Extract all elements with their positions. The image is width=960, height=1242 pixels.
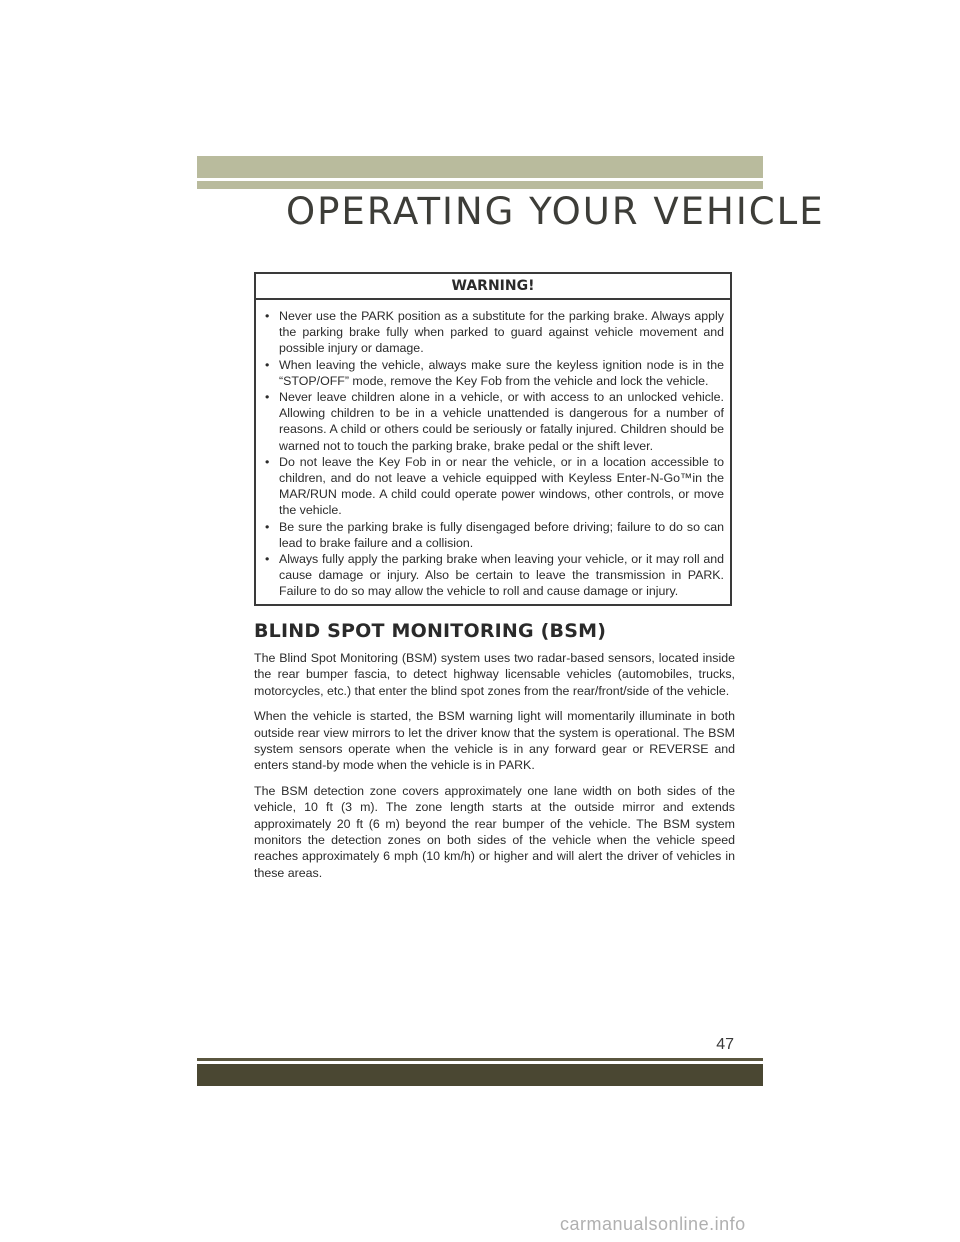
- bullet-icon: •: [265, 519, 270, 534]
- warning-item: [264, 519, 724, 551]
- bullet-icon: •: [265, 309, 270, 323]
- bullet-icon: •: [265, 390, 270, 405]
- paragraph: The Blind Spot Monitoring (BSM) system uses two radar-based sensors, located inside the rear bumper fascia, to detect highway licensable vehicles (automobiles, trucks, motorcycles, etc.) that enter the blind spot zones from the rear/front/side of the vehicle.: [254, 651, 735, 698]
- warning-item: [264, 389, 724, 454]
- warning-box: [254, 272, 732, 606]
- header-bar: [197, 156, 763, 178]
- bullet-icon: •: [265, 357, 270, 372]
- bullet-icon: •: [265, 552, 270, 567]
- watermark: carmanualsonline.info: [560, 1214, 746, 1234]
- warning-item: [264, 551, 724, 600]
- header-bar-thin: [197, 181, 763, 189]
- warning-item: [264, 454, 724, 519]
- warning-item: [264, 308, 724, 357]
- footer-line: [197, 1058, 763, 1061]
- warning-title: WARNING!: [256, 274, 730, 300]
- section-body: [254, 650, 735, 890]
- warning-item-text: Never use the PARK position as a substitute for the parking brake. Always apply the parking brake fully when parked to guard against vehicle movement and possible injury or damage.: [279, 309, 724, 356]
- section-title: OPERATING YOUR VEHICLE: [286, 190, 825, 233]
- page-number: 47: [716, 1036, 734, 1053]
- paragraph: When the vehicle is started, the BSM warning light will momentarily illuminate in both outside rear view mirrors to let the driver know that the system is operational. The BSM system sensors operate when the vehicle is in any forward gear or REVERSE and enters stand-by mode when the vehicle is in PARK.: [254, 709, 735, 773]
- warning-item-text: Be sure the parking brake is fully disengaged before driving; failure to do so can lead to brake failure and a collision.: [279, 519, 724, 550]
- warning-item-text: Always fully apply the parking brake when leaving your vehicle, or it may roll and cause damage or injury. Also be certain to leave the transmission in PARK. Failure to do so may allow the vehicle to roll and cause damage or injury.: [279, 552, 724, 599]
- warning-list: [256, 300, 730, 600]
- section-heading: BLIND SPOT MONITORING (BSM): [254, 620, 607, 642]
- footer-bar: [197, 1064, 763, 1086]
- warning-item-text: Do not leave the Key Fob in or near the vehicle, or in a location accessible to children, and do not leave a vehicle equipped with Keyless Enter-N-Go™in the MAR/RUN mode. A child could operate power windows, other controls, or move the vehicle.: [279, 454, 724, 518]
- warning-item-text: Never leave children alone in a vehicle, or with access to an unlocked vehicle. Allowing children to be in a vehicle unattended is dangerous for a number of reasons. A child or others could be seriously or fatally injured. Children should be warned not to touch the parking brake, brake pedal or the shift lever.: [279, 390, 724, 453]
- bullet-icon: •: [265, 454, 270, 469]
- paragraph: The BSM detection zone covers approximately one lane width on both sides of the vehicle, 10 ft (3 m). The zone length starts at the outside mirror and extends approximately 20 ft (6 m) beyond the rear bumper of the vehicle. The BSM system monitors the detection zones on both sides of the vehicle when the vehicle speed reaches approximately 6 mph (10 km/h) or higher and will alert the driver of vehicles in these areas.: [254, 783, 735, 880]
- warning-item-text: When leaving the vehicle, always make sure the keyless ignition node is in the “STOP/OFF” mode, remove the Key Fob from the vehicle and lock the vehicle.: [279, 357, 724, 388]
- warning-item: [264, 357, 724, 389]
